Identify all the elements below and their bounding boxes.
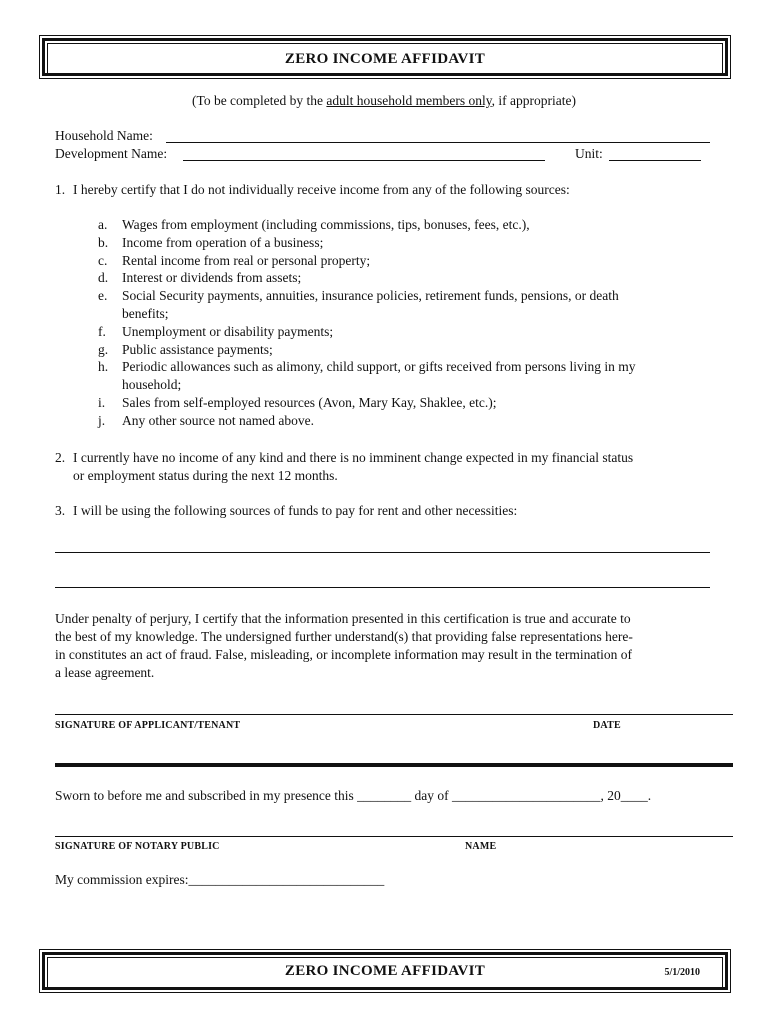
- instructions-emphasis: adult household members only: [326, 93, 492, 108]
- item-3-number: 3.: [55, 503, 66, 518]
- income-source-letter: h.: [98, 359, 109, 375]
- applicant-signature-label: SIGNATURE OF APPLICANT/TENANT: [55, 720, 241, 731]
- notary-signature-field[interactable]: [55, 822, 733, 837]
- notary-name-label: NAME: [465, 841, 497, 852]
- item-1-text: I hereby certify that I do not individually receive income from any of the following sources:: [73, 182, 570, 197]
- income-source-letter: d.: [98, 270, 109, 286]
- title-box: [42, 38, 728, 76]
- item-3-text: I will be using the following sources of funds to pay for rent and other necessities:: [73, 503, 518, 518]
- income-source-text: Interest or dividends from assets;: [122, 270, 302, 286]
- item-1-number: 1.: [55, 182, 66, 197]
- income-source-text: Public assistance payments;: [122, 341, 273, 357]
- income-source-letter: b.: [98, 234, 109, 250]
- page-title: ZERO INCOME AFFIDAVIT: [284, 50, 486, 67]
- item-2-number: 2.: [55, 450, 66, 465]
- income-source-letter: a.: [98, 217, 108, 232]
- footer-title: ZERO INCOME AFFIDAVIT: [284, 963, 486, 979]
- household-name-field[interactable]: [166, 128, 710, 143]
- revision-date: 5/1/2010: [664, 967, 700, 978]
- notary-signature-label: SIGNATURE OF NOTARY PUBLIC: [55, 841, 220, 852]
- income-source-letter: f.: [98, 323, 106, 339]
- income-source-text: Sales from self-employed resources (Avon, Mary Kay, Shaklee, etc.);: [122, 395, 497, 410]
- date-label: DATE: [593, 720, 621, 731]
- funds-source-line-2[interactable]: [55, 573, 710, 588]
- income-source-letter: g.: [98, 341, 109, 357]
- development-name-label: Development Name:: [55, 146, 168, 161]
- funds-source-line-1[interactable]: [55, 538, 710, 553]
- commission-expires: My commission expires:_____________________________: [55, 872, 385, 887]
- income-source-text: Wages from employment (including commissions, tips, bonuses, fees, etc.),: [122, 217, 530, 232]
- income-source-text: Income from operation of a business;: [122, 234, 324, 250]
- footer-box: [42, 952, 728, 990]
- income-source-letter: c.: [98, 252, 108, 268]
- section-divider: [55, 763, 733, 767]
- instructions: (To be completed by the adult household members only, if appropriate): [192, 93, 576, 108]
- perjury-statement: Under penalty of perjury, I certify that the information presented in this certification is true and accurate to the best of my knowledge. The undersigned further understand(s) that providing false representations here- in constitutes an act of fraud. False, misleading, or incomplete information may result in the termination of a lease agreement.: [55, 611, 633, 680]
- item-2-line-2: or employment status during the next 12 months.: [73, 468, 338, 483]
- income-source-text: Any other source not named above.: [122, 412, 314, 428]
- item-2-line-1: I currently have no income of any kind and there is no imminent change expected in my financial status: [73, 450, 634, 465]
- household-name-label: Household Name:: [55, 128, 153, 143]
- unit-field[interactable]: [609, 146, 701, 161]
- income-source-text: Rental income from real or personal property;: [122, 252, 371, 268]
- income-source-letter: i.: [98, 395, 106, 410]
- income-source-text: Periodic allowances such as alimony, child support, or gifts received from persons living in my: [122, 359, 636, 375]
- income-source-text: benefits;: [122, 306, 169, 321]
- income-source-letter: e.: [98, 288, 108, 304]
- sworn-statement: Sworn to before me and subscribed in my presence this ________ day of ______________________, 20____.: [55, 788, 652, 803]
- unit-label: Unit:: [575, 146, 603, 161]
- applicant-signature-field[interactable]: [55, 700, 733, 715]
- income-source-text: Social Security payments, annuities, insurance policies, retirement funds, pensions, or death: [122, 288, 619, 304]
- income-source-letter: j.: [98, 412, 106, 428]
- development-name-field[interactable]: [183, 146, 545, 161]
- income-source-text: Unemployment or disability payments;: [122, 323, 334, 339]
- income-source-text: household;: [122, 377, 182, 393]
